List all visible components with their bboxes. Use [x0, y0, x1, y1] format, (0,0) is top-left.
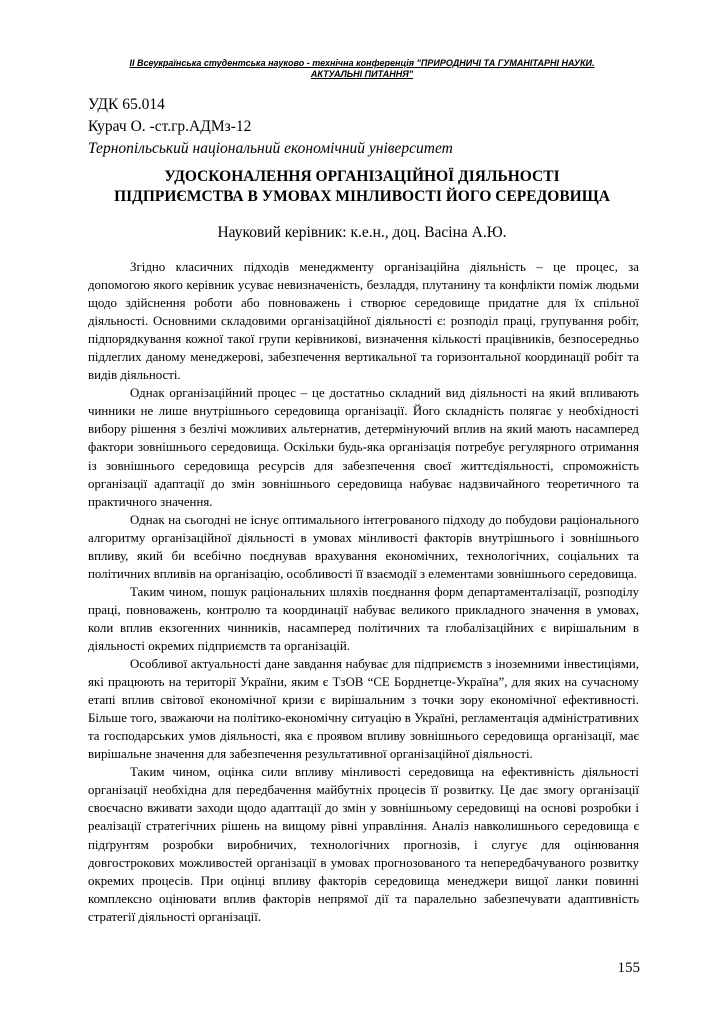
paragraph-2: Однак організаційний процес – це достатньо складний вид діяльності на який впливають чинники не лише внутрішнього середовища організації. Його складність полягає у необхідності вибору рішення з безлічі можливих альтернатив, детермінуючий вплив на який мають насамперед фактори зовнішнього середовища. Оскільки будь-яка організація потребує регулярного отримання із зовнішнього середовища ресурсів для забезпечення своєї життєдіяльності, спроможність організації адаптації до змін зовнішнього середовища набуває надзвичайного теоретичного та практичного значення. — [88, 386, 639, 509]
article-body — [88, 258, 639, 926]
page-number: 155 — [617, 960, 640, 976]
conference-header-line-1: ІІ Всеукраїнська студентська науково - технічна конференція "ПРИРОДНИЧІ ТА ГУМАНІТАРНІ НАУКИ. — [129, 58, 595, 68]
supervisor-line: Науковий керівник: к.е.н., доц. Васіна А.Ю. — [217, 224, 507, 241]
conference-header-line-2: АКТУАЛЬНІ ПИТАННЯ" — [310, 69, 414, 79]
paragraph-1: Згідно класичних підходів менеджменту організаційна діяльність – це процес, за допомогою якого керівник усуває невизначеність, безладдя, плутанину та конфлікти поміж людьми щодо здійснення роботи або повноважень і створює середовище придатне для їх спільної діяльності. Основними складовими організаційної діяльності є: розподіл праці, групування робіт, підпорядкування кожної такої групи керівникові, визначення кількості працівників, безпосередньо підлеглих даному менеджерові, забезпечення вертикальної та горизонтальної координації робіт та видів діяльності. — [88, 260, 639, 383]
author-line: Курач О. -ст.гр.АДМз-12 — [88, 118, 252, 135]
paragraph-6: Таким чином, оцінка сили впливу мінливості середовища на ефективність діяльності організації необхідна для передбачення майбутніх процесів її розвитку. Це дає змогу організації своєчасно вживати заходи щодо адаптації до змін у зовнішньому середовищі на основі розробки і реалізації стратегічних рішень на вищому рівні управління. Аналіз навколишнього середовища є підґрунтям розробки виробничих, технологічних прогнозів, і слугує для оцінювання довгострокових можливостей організації в умовах прогнозованого та непередбачуваного розвитку окремих процесів. При оцінці впливу факторів середовища менеджери вищої ланки повинні комплексно оцінювати вплив факторів непрямої дії та паралельно забезпечувати адаптивність стратегії діяльності організації. — [88, 765, 639, 924]
udk-code: УДК 65.014 — [88, 96, 165, 113]
article-title-line-2: ПІДПРИЄМСТВА В УМОВАХ МІНЛИВОСТІ ЙОГО СЕРЕДОВИЩА — [114, 188, 610, 205]
paragraph-5: Особливої актуальності дане завдання набуває для підприємств з іноземними інвестиціями, які працюють на території України, яким є ТзОВ “СЕ Борднетце-Україна”, для яких на сучасному етапі вплив світової економічної кризи є вирішальним з точки зору економічної ефективності. Більше того, зважаючи на політико-економічну ситуацію в Україні, регламентація адміністративних та господарських умов діяльності, яка є проявом впливу зовнішнього середовища організації, має вирішальне значення для забезпечення результативної організаційної діяльності. — [88, 657, 639, 762]
article-title-line-1: УДОСКОНАЛЕННЯ ОРГАНІЗАЦІЙНОЇ ДІЯЛЬНОСТІ — [164, 168, 560, 185]
paragraph-4: Таким чином, пошук раціональних шляхів поєднання форм департаменталізації, розподілу праці, повноважень, контролю та координації набуває великого прикладного значення в умовах, коли вплив екзогенних чинників, насамперед політичних та глобалізаційних є вирішальним в діяльності окремих підприємств та організацій. — [88, 584, 639, 653]
paragraph-3: Однак на сьогодні не існує оптимального інтегрованого підходу до побудови раціонального алгоритму організаційної діяльності в умовах мінливості факторів внутрішнього і зовнішнього впливу, який би всебічно поєднував врахування економічних, технологічних, соціальних та політичних впливів на організацію, особливості її взаємодії з елементами зовнішнього середовища. — [88, 512, 639, 581]
university-line: Тернопільський національний економічний університет — [88, 140, 453, 157]
